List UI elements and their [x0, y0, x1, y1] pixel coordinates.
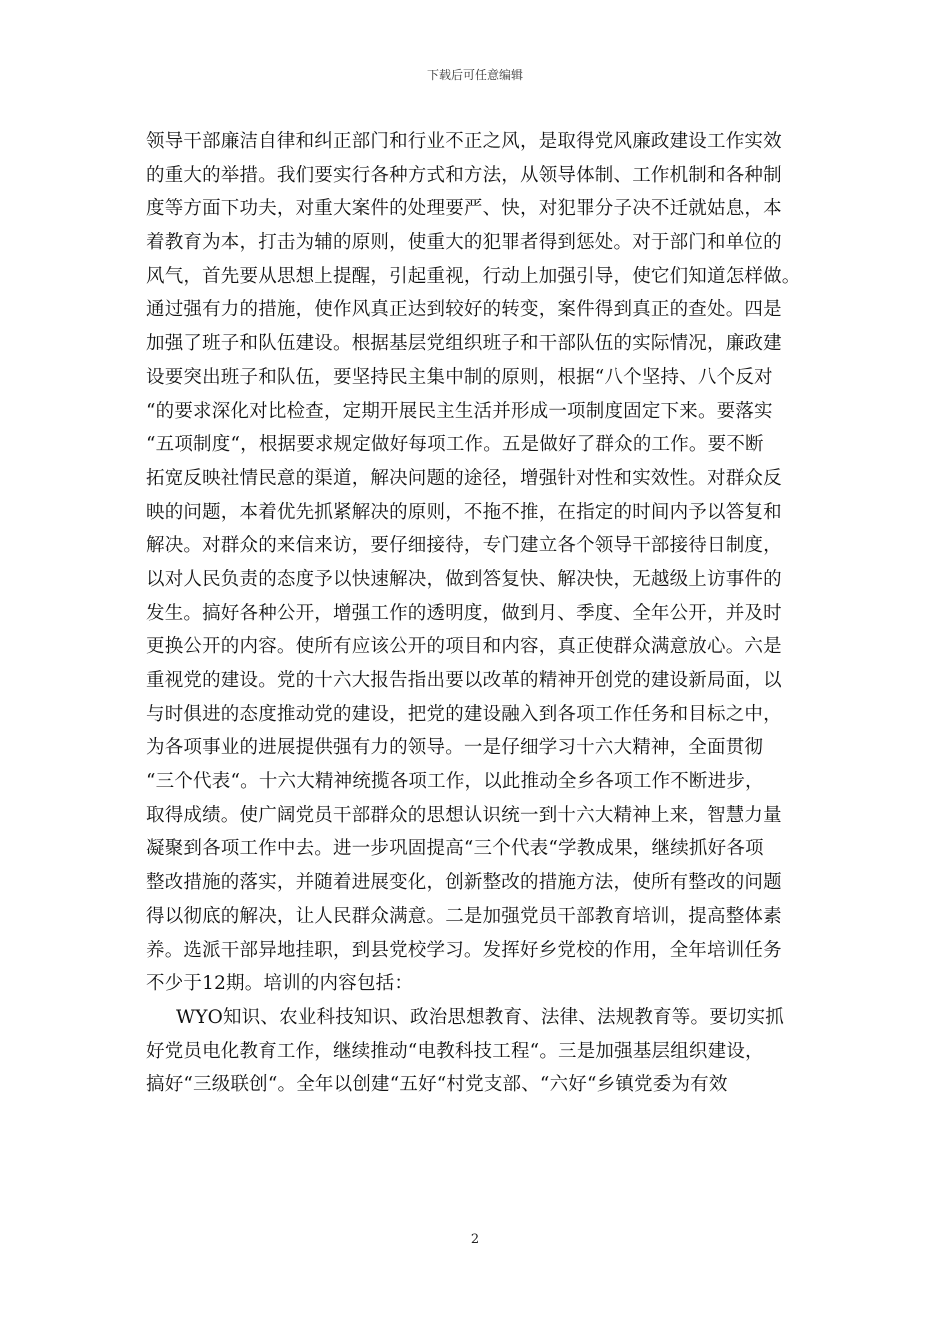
page-header: 下载后可任意编辑: [426, 68, 523, 82]
text-line: 加强了班子和队伍建设。根据基层党组织班子和干部队伍的实际情况，廉政建: [146, 333, 782, 355]
text-line: 养。选派干部异地挂职，到县党校学习。发挥好乡党校的作用，全年培训任务: [146, 939, 782, 961]
text-line: 与时俱进的态度推动党的建设，把党的建设融入到各项工作任务和目标之中，: [146, 703, 782, 725]
text-line: “五项制度“，根据要求规定做好每项工作。五是做好了群众的工作。要不断: [146, 434, 764, 456]
text-line: 为各项事业的进展提供强有力的领导。一是仔细学习十六大精神，全面贯彻: [146, 737, 764, 759]
text-line: 重视党的建设。党的十六大报告指出要以改革的精神开创党的建设新局面，以: [146, 670, 782, 691]
text-line: 着教育为本，打击为辅的原则，使重大的犯罪者得到惩处。对于部门和单位的: [146, 232, 782, 254]
text-line: 通过强有力的措施，使作风真正达到较好的转变，案件得到真正的查处。四是: [146, 299, 782, 321]
text-line: 的重大的举措。我们要实行各种方式和方法，从领导体制、工作机制和各种制: [146, 164, 782, 186]
text-line: “的要求深化对比检查，定期开展民主生活并形成一项制度固定下来。要落实: [146, 400, 773, 422]
text-line: 拓宽反映社情民意的渠道，解决问题的途径，增强针对性和实效性。对群众反: [146, 467, 782, 489]
text-line: 映的问题，本着优先抓紧解决的原则，不拖不推，在指定的时间内予以答复和: [146, 501, 782, 523]
page-number: 2: [470, 1232, 480, 1247]
body-text: [146, 125, 804, 1102]
text-line: 解决。对群众的来信来访，要仔细接待，专门建立各个领导干部接待日制度，: [146, 535, 782, 557]
text-line: 得以彻底的解决，让人民群众满意。二是加强党员干部教育培训，提高整体素: [146, 905, 782, 927]
text-line: 整改措施的落实，并随着进展变化，创新整改的措施方法，使所有整改的问题: [146, 872, 782, 894]
text-line: 好党员电化教育工作，继续推动“电教科技工程“。三是加强基层组织建设，: [146, 1040, 764, 1062]
text-line: 风气，首先要从思想上提醒，引起重视，行动上加强引导，使它们知道怎样做。: [146, 265, 801, 287]
text-line: 更换公开的内容。使所有应该公开的项目和内容，真正使群众满意放心。六是: [146, 636, 782, 658]
text-line: 度等方面下功夫，对重大案件的处理要严、快，对犯罪分子决不迁就姑息，本: [146, 198, 782, 220]
text-line-paragraph-start: WYO知识、农业科技知识、政治思想教育、法律、法规教育等。要切实抓: [176, 1006, 784, 1028]
text-line: 以对人民负责的态度予以快速解决，做到答复快、解决快，无越级上访事件的: [146, 568, 782, 590]
text-line: 领导干部廉洁自律和纠正部门和行业不正之风，是取得党风廉政建设工作实效: [146, 131, 782, 152]
text-line: “三个代表“。十六大精神统揽各项工作，以此推动全乡各项工作不断进步，: [146, 771, 764, 793]
text-line: 发生。搞好各种公开，增强工作的透明度，做到月、季度、全年公开，并及时: [146, 602, 782, 624]
text-line: 取得成绩。使广阔党员干部群众的思想认识统一到十六大精神上来，智慧力量: [146, 804, 782, 826]
text-line: 不少于12期。培训的内容包括：: [146, 973, 414, 995]
text-line: 设要突出班子和队伍，要坚持民主集中制的原则，根据“八个坚持、八个反对: [146, 366, 773, 388]
text-line: 搞好“三级联创“。全年以创建“五好“村党支部、“六好“乡镇党委为有效: [146, 1074, 728, 1096]
text-line: 凝聚到各项工作中去。进一步巩固提高“三个代表“学教成果，继续抓好各项: [146, 838, 764, 860]
